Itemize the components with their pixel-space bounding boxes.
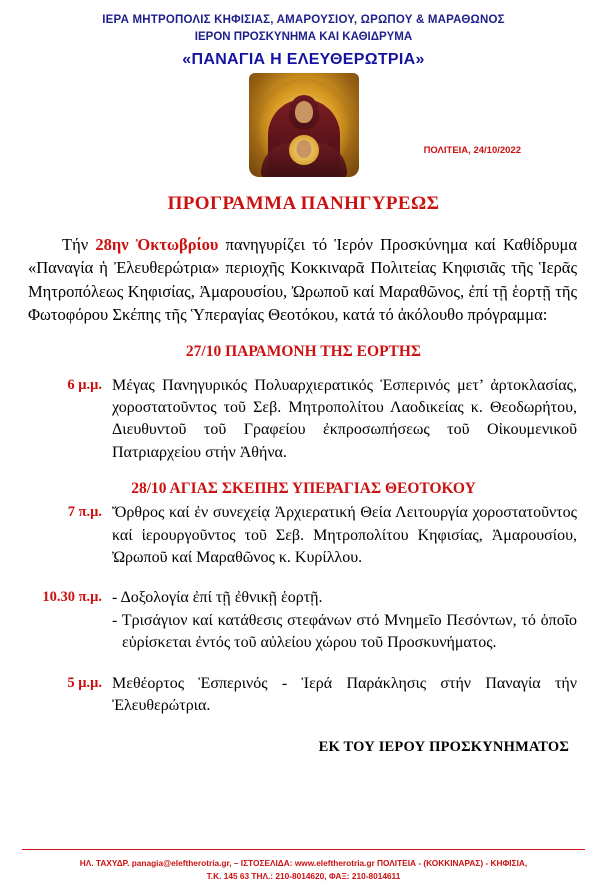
intro-date-highlight: 28ην Ὀκτωβρίου (95, 235, 219, 254)
shrine-line: ΙΕΡΟΝ ΠΡΟΣΚΥΝΗΜΑ ΚΑΙ ΚΑΘΙΔΡΥΜΑ (194, 31, 413, 43)
icon-row (22, 71, 585, 179)
page-title: ΠΡΟΓΡΑΜΜΑ ΠΑΝΗΓΥΡΕΩΣ (167, 193, 440, 214)
panagia-eleftherotria-icon (245, 71, 363, 179)
virgin-face-shape (295, 101, 313, 123)
location-date: ΠΟΛΙΤΕΙΑ, 24/10/2022 (423, 145, 521, 156)
entry-time: 6 μ.μ. (67, 376, 102, 393)
document-header (22, 14, 585, 69)
program-entry (22, 375, 585, 465)
icon-background (249, 73, 359, 177)
entry-time: 5 μ.μ. (67, 674, 102, 691)
entry-subline: - Τρισάγιον καί κατάθεσις στεφάνων στό Μνημεῖο Πεσόντων, τό ὁποῖο εὑρίσκεται ἐντός τοῦ αὐλείου χώρου τοῦ Προσκυνήματος. (112, 611, 577, 652)
entry-text-lines (112, 587, 577, 654)
program-entry (22, 502, 585, 569)
signature-line: ΕΚ ΤΟΥ ΙΕΡΟΥ ΠΡΟΣΚΥΝΗΜΑΤΟΣ (318, 739, 569, 756)
intro-post: πανηγυρίζει τό Ἱερόν Προσκύνημα καί Καθίδρυμα «Παναγία ἡ Ἐλευθερώτρια» περιοχῆς Κοκκιναρᾶ Πολιτείας Κηφισιᾶς τῆς Ἱερᾶς Μητροπόλεως Κηφισίας, Ἀμαρουσίου, Ὠρωποῦ καί Μαραθῶνος, ἐπί τῇ ἑορτῇ τῆς Φωτοφόρου Σκέπης τῆς Ὑπεραγίας Θεοτόκου, κατά τό ἀκόλουθο πρόγραμμα: (28, 235, 577, 325)
footer-address-line: Τ.Κ. 145 63 ΤΗΛ.: 210-8014620, ΦΑΞ: 210-8014611 (206, 870, 401, 881)
entry-text: Ὄρθρος καί ἐν συνεχείᾳ Ἀρχιερατική Θεία Λειτουργία χοροστατοῦντος καί ἱερουργοῦντος τοῦ Σεβ. Μητροπολίτου Κηφισίας, Ἀμαρουσίου, Ὠρωποῦ καί Μαραθῶνος κ. Κυρίλλου. (112, 504, 577, 567)
intro-pre: Τήν (62, 235, 96, 254)
entry-text: Μεθέορτος Ἑσπερινός - Ἱερά Παράκλησις στήν Παναγία τήν Ἐλευθερώτρια. (112, 674, 577, 714)
entry-time: 10.30 π.μ. (42, 589, 102, 606)
metropolis-line: ΙΕΡΑ ΜΗΤΡΟΠΟΛΙΣ ΚΗΦΙΣΙΑΣ, ΑΜΑΡΟΥΣΙΟΥ, ΩΡΩΠΟΥ & ΜΑΡΑΘΩΝΟΣ (102, 14, 505, 26)
intro-paragraph (22, 233, 585, 327)
entry-time: 7 π.μ. (67, 504, 102, 521)
footer-divider (22, 849, 585, 850)
footer-contact-line: ΗΛ. ΤΑΧΥΔΡ. panagia@eleftherotria.gr, – ΙΣΤΟΣΕΛΙΔΑ: www.eleftherotria.gr ΠΟΛΙΤΕΙΑ - (ΚΟΚΚΙΝΑΡΑΣ) - ΚΗΦΙΣΙΑ, (79, 858, 528, 869)
entry-subline: - Δοξολογία ἐπί τῇ ἐθνικῇ ἑορτῇ. (112, 589, 323, 607)
child-face-shape (296, 140, 311, 158)
shrine-name: «ΠΑΝΑΓΙΑ Η ΕΛΕΥΘΕΡΩΤΡΙΑ» (182, 51, 425, 68)
program-entry (22, 587, 585, 654)
section-heading-eve: 27/10 ΠΑΡΑΜΟΝΗ ΤΗΣ ΕΟΡΤΗΣ (185, 342, 422, 360)
entry-text: Μέγας Πανηγυρικός Πολυαρχιερατικός Ἑσπερινός μετ’ ἀρτοκλασίας, χοροστατοῦντος τοῦ Σεβ. Μητροπολίτου Λαοδικείας κ. Θεοδωρήτου, Διευθυντοῦ τοῦ Γραφείου ἐκπροσωπήσεως τοῦ Οἰκουμενικοῦ Πατριαρχείου στήν Ἀθήνα. (112, 376, 577, 461)
section-heading-feast: 28/10 ΑΓΙΑΣ ΣΚΕΠΗΣ ΥΠΕΡΑΓΙΑΣ ΘΕΟΤΟΚΟΥ (131, 480, 476, 498)
program-entry (22, 673, 585, 718)
document-footer (0, 857, 607, 882)
